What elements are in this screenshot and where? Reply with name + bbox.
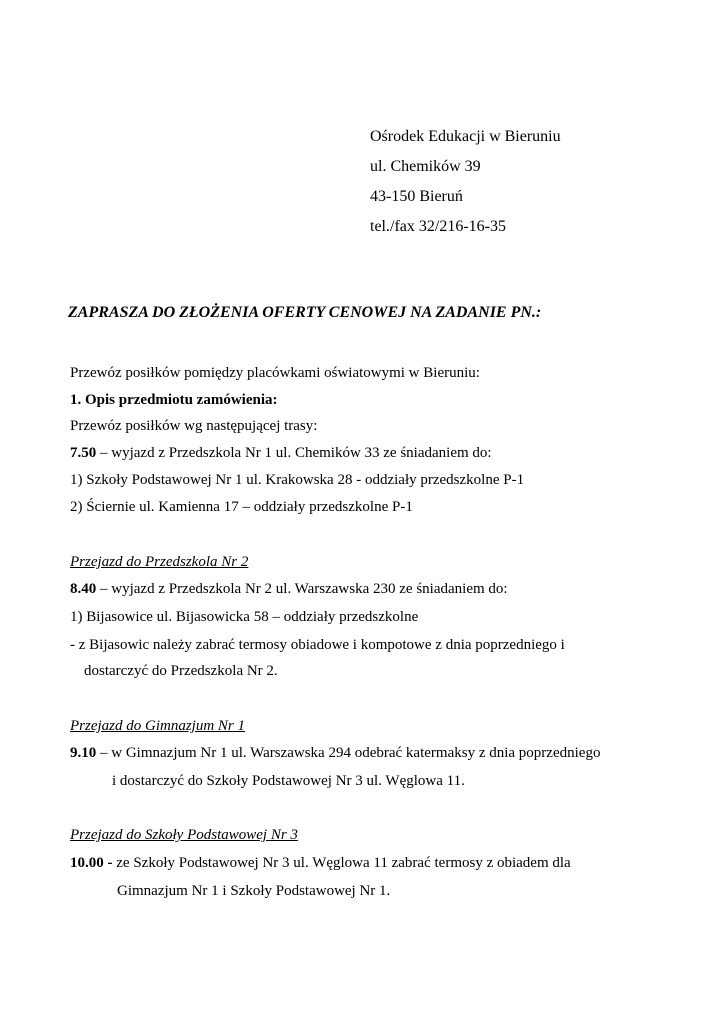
trip-1-item-2: 2) Ściernie ul. Kamienna 17 – oddziały przedszkolne P-1 xyxy=(70,499,413,515)
trip-2-item-3: dostarczyć do Przedszkola Nr 2. xyxy=(84,663,278,679)
trip-3-heading: Przejazd do Gimnazjum Nr 1 xyxy=(70,718,246,734)
trip-4-text: ze Szkoły Podstawowej Nr 3 ul. Węglowa 11 zabrać termosy z obiadem dla xyxy=(112,855,571,871)
trip-2-text: – wyjazd z Przedszkola Nr 2 ul. Warszawska 230 ze śniadaniem do: xyxy=(96,581,508,597)
trip-2-time: 8.40 xyxy=(70,581,97,597)
trip-2-item-1: 1) Bijasowice ul. Bijasowicka 58 – oddziały przedszkolne xyxy=(70,609,419,625)
address-city: 43-150 Bieruń xyxy=(370,188,463,205)
address-phone: tel./fax 32/216-16-35 xyxy=(370,218,506,235)
address-street: ul. Chemików 39 xyxy=(370,158,481,175)
trip-1-item-1: 1) Szkoły Podstawowej Nr 1 ul. Krakowska 28 - oddziały przedszkolne P-1 xyxy=(70,472,525,488)
trip-3-line xyxy=(70,743,600,763)
trip-4-heading: Przejazd do Szkoły Podstawowej Nr 3 xyxy=(70,827,298,843)
intro-text: Przewóz posiłków pomiędzy placówkami oświatowymi w Bieruniu: xyxy=(70,365,480,381)
trip-3-time: 9.10 xyxy=(70,745,97,761)
address-org: Ośrodek Edukacji w Bieruniu xyxy=(370,128,561,145)
trip-2-line xyxy=(70,579,508,599)
route-intro: Przewóz posiłków wg następującej trasy: xyxy=(70,418,318,434)
trip-1-text: – wyjazd z Przedszkola Nr 1 ul. Chemików 33 ze śniadaniem do: xyxy=(96,445,492,461)
trip-2-item-2: - z Bijasowic należy zabrać termosy obiadowe i kompotowe z dnia poprzedniego i xyxy=(70,637,565,653)
trip-3-text: – w Gimnazjum Nr 1 ul. Warszawska 294 odebrać katermaksy z dnia poprzedniego xyxy=(96,745,601,761)
section-1-title: 1. Opis przedmiotu zamówienia: xyxy=(70,392,278,408)
trip-2-heading: Przejazd do Przedszkola Nr 2 xyxy=(70,554,249,570)
trip-4-cont: Gimnazjum Nr 1 i Szkoły Podstawowej Nr 1. xyxy=(117,883,391,899)
invitation-heading: ZAPRASZA DO ZŁOŻENIA OFERTY CENOWEJ NA ZADANIE PN.: xyxy=(68,304,542,321)
trip-3-cont: i dostarczyć do Szkoły Podstawowej Nr 3 ul. Węglowa 11. xyxy=(112,773,465,789)
trip-4-line xyxy=(70,853,571,873)
trip-1-line xyxy=(70,443,492,463)
trip-1-time: 7.50 xyxy=(70,445,97,461)
trip-4-time: 10.00 - xyxy=(70,855,113,871)
